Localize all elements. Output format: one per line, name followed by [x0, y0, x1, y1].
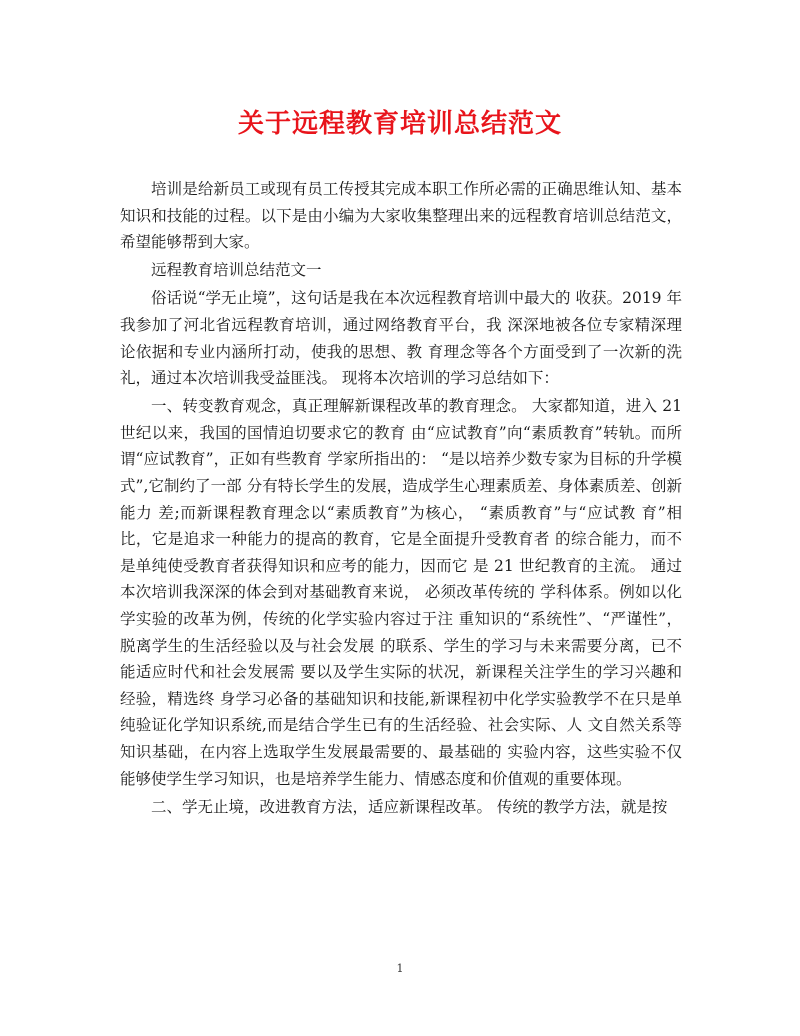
paragraph-section-heading: 远程教育培训总结范文一	[151, 261, 322, 280]
paragraph-intro: 培训是给新员工或现有员工传授其完成本职工作所必需的正确思维认知、基本知识和技能的过程。以下是由小编为大家收集整理出来的远程教育培训总结范文，希望能够帮到大家。	[120, 180, 682, 252]
page-number: 1	[396, 962, 404, 975]
document-title: 关于远程教育培训总结范文	[237, 109, 562, 139]
document-body	[120, 176, 682, 822]
paragraph-point-one: 一、转变教育观念，真正理解新课程改革的教育理念。 大家都知道，进入 21 世纪以来，我国的国情迫切要求它的教育 由“应试教育”向“素质教育”转轨。而所谓“应试教育”，正如有些教育 学家所指出的： “是以培养少数专家为目标的升学模式”,它制约了一部 分有特长学生的发展，造成学生心理素质差、身体素质差、创新能力 差;而新课程教育理念以“素质教育”为核心， “素质教育”与“应试教 育”相比，它是追求一种能力的提高的教育，它是全面提升受教育者 的综合能力，而不是单纯使受教育者获得知识和应考的能力，因而它 是 21 世纪教育的主流。 通过本次培训我深深的体会到对基础教育来说， 必须改革传统的 学科体系。例如以化学实验的改革为例，传统的化学实验内容过于注 重知识的“系统性”、“严谨性”，脱离学生的生活经验以及与社会发展 的联系、学生的学习与未来需要分离，已不能适应时代和社会发展需 要以及学生实际的状况，新课程关注学生的学习兴趣和经验，精选终 身学习必备的基础知识和技能,新课程初中化学实验教学不在只是单纯验证化学知识系统,而是结合学生已有的生活经验、社会实际、人 文自然关系等知识基础，在内容上选取学生发展最需要的、最基础的 实验内容，这些实验不仅能够使学生学习知识，也是培养学生能力、情感态度和价值观的重要体现。	[120, 397, 682, 788]
paragraph-point-two: 二、学无止境，改进教育方法，适应新课程改革。 传统的教学方法，就是按	[151, 797, 668, 816]
paragraph-proverb: 俗话说“学无止境”，这句话是我在本次远程教育培训中最大的 收获。2019 年我参加了河北省远程教育培训，通过网络教育平台，我 深深地被各位专家精深理论依据和专业内涵所打动，使我的思想、教 育理念等各个方面受到了一次新的洗礼，通过本次培训我受益匪浅。 现将本次培训的学习总结如下：	[120, 289, 682, 388]
